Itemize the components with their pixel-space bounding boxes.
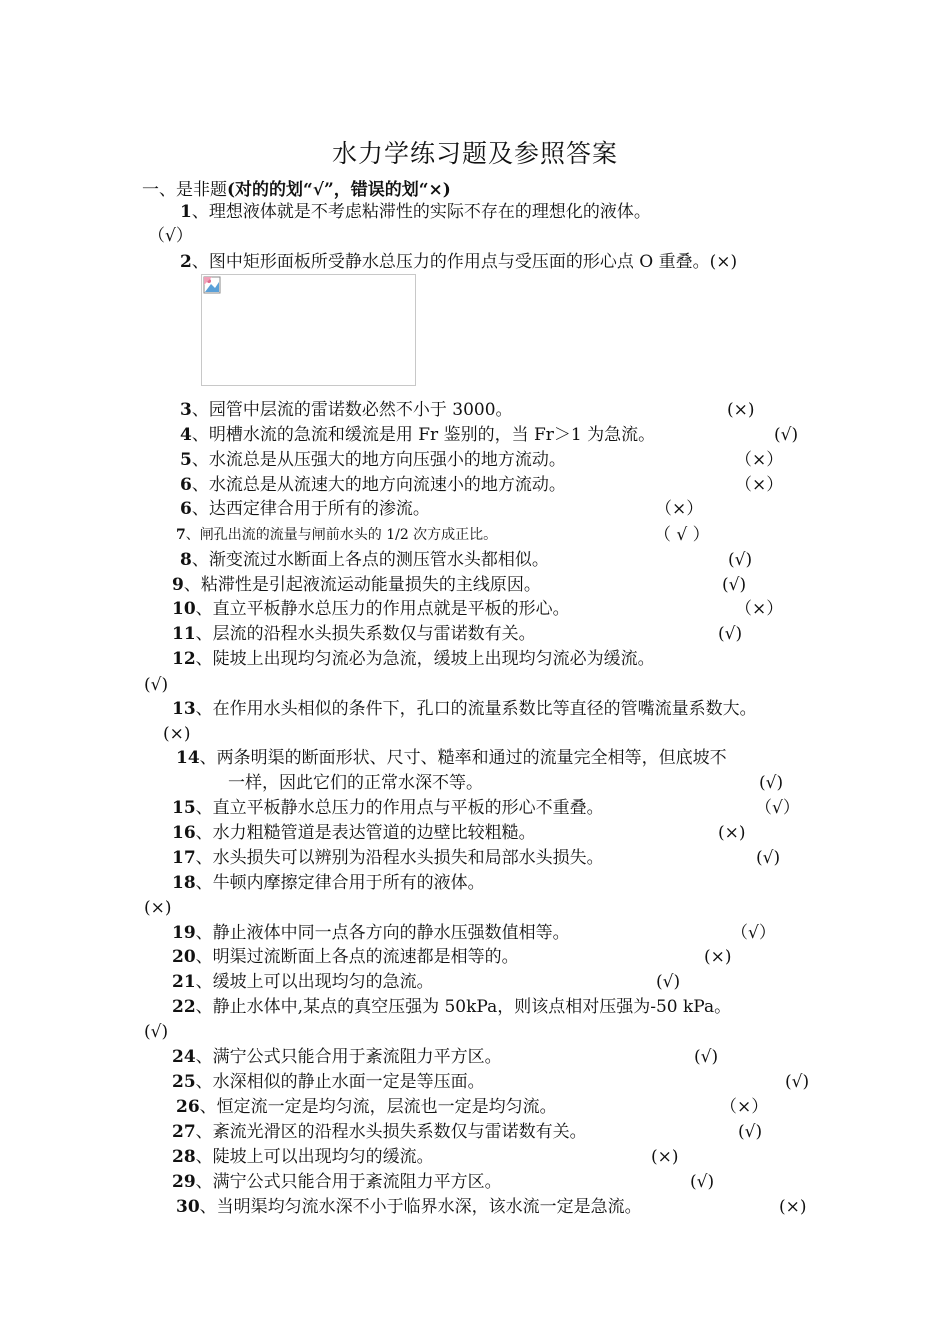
question-text: 、粘滞性是引起液流运动能量损失的主线原因。 — [183, 575, 541, 595]
answer-mark: (√) — [759, 773, 784, 793]
question-text: 、缓坡上可以出现均匀的急流。 — [195, 972, 434, 992]
answer-mark: (×) — [163, 724, 191, 744]
question-number: 15 — [172, 798, 196, 818]
question-text: 、水深相似的静止水面一定是等压面。 — [195, 1072, 485, 1092]
question-text: 、静止水体中,某点的真空压强为 50kPa，则该点相对压强为-50 kPa。 — [195, 997, 732, 1017]
question-item — [180, 449, 566, 471]
question-number: 16 — [172, 823, 196, 843]
question-number: 3 — [180, 400, 192, 420]
question-number: 28 — [172, 1147, 196, 1167]
question-text: 、陡坡上可以出现均匀的缓流。 — [195, 1147, 434, 1167]
question-text: 、恒定流一定是均匀流，层流也一定是均匀流。 — [199, 1097, 557, 1117]
question-text: 、水流总是从流速大的地方向流速小的地方流动。 — [191, 475, 566, 495]
answer-mark: （√） — [148, 226, 193, 246]
question-text: 、满宁公式只能合用于紊流阻力平方区。 — [195, 1047, 502, 1067]
answer-mark: （×） — [735, 599, 784, 619]
question-text: 、水头损失可以辨别为沿程水头损失和局部水头损失。 — [195, 848, 604, 868]
question-number: 7 — [176, 527, 186, 543]
answer-mark: (×) — [779, 1197, 807, 1217]
answer-mark: (√) — [728, 550, 753, 570]
question-number: 2 — [180, 252, 192, 272]
question-number: 24 — [172, 1047, 196, 1067]
question-item — [172, 574, 541, 596]
question-text: 、渐变流过水断面上各点的测压管水头都相似。 — [191, 550, 549, 570]
question-number: 4 — [180, 425, 192, 445]
question-number: 21 — [172, 972, 196, 992]
question-number: 5 — [180, 450, 192, 470]
question-text: 、理想液体就是不考虑粘滞性的实际不存在的理想化的液体。 — [191, 202, 651, 222]
question-item — [176, 1196, 642, 1218]
question-item — [172, 1121, 587, 1143]
question-text: 、满宁公式只能合用于紊流阻力平方区。 — [195, 1172, 502, 1192]
answer-mark: （√） — [755, 798, 800, 818]
question-item — [180, 424, 655, 446]
question-number: 10 — [172, 599, 196, 619]
answer-mark: (×) — [727, 400, 755, 420]
answer-mark: （ √ ） — [654, 525, 710, 545]
question-number: 6 — [180, 499, 192, 519]
question-text: 、层流的沿程水头损失系数仅与雷诺数有关。 — [195, 624, 536, 644]
question-number: 6 — [180, 475, 192, 495]
question-number: 30 — [176, 1197, 200, 1217]
question-item — [180, 399, 513, 421]
answer-mark: (√) — [756, 848, 781, 868]
question-number: 19 — [172, 923, 196, 943]
answer-mark: （×） — [735, 475, 784, 495]
question-text: 、达西定律合用于所有的渗流。 — [191, 499, 430, 519]
answer-mark: (√) — [144, 675, 169, 695]
answer-mark: (√) — [774, 425, 799, 445]
question-number: 13 — [172, 699, 196, 719]
question-item — [172, 822, 536, 844]
question-item — [172, 847, 604, 869]
question-item — [180, 201, 651, 223]
answer-mark: （×） — [720, 1097, 769, 1117]
question-number: 26 — [176, 1097, 200, 1117]
question-item — [172, 598, 570, 620]
question-number: 1 — [180, 202, 192, 222]
question-item — [172, 698, 757, 720]
section-prefix: 一、是非题 — [142, 180, 227, 200]
question-text: 、静止液体中同一点各方向的静水压强数值相等。 — [195, 923, 570, 943]
question-item — [180, 474, 566, 496]
question-item — [172, 1046, 502, 1068]
question-text: 、当明渠均匀流水深不小于临界水深，该水流一定是急流。 — [199, 1197, 642, 1217]
question-text: 、直立平板静水总压力的作用点与平板的形心不重叠。 — [195, 798, 604, 818]
answer-mark: (×) — [144, 898, 172, 918]
question-item — [172, 996, 731, 1018]
question-item — [172, 1171, 502, 1193]
broken-image-icon — [203, 276, 221, 294]
question-text: 、图中矩形面板所受静水总压力的作用点与受压面的形心点 O 重叠。(×) — [191, 252, 738, 272]
question-text: 、直立平板静水总压力的作用点就是平板的形心。 — [195, 599, 570, 619]
answer-mark: (√) — [718, 624, 743, 644]
question-number: 12 — [172, 649, 196, 669]
question-text: 、水力粗糙管道是表达管道的边壁比较粗糙。 — [195, 823, 536, 843]
question-item — [180, 549, 549, 571]
question-item — [172, 971, 434, 993]
answer-mark: (√) — [785, 1072, 810, 1092]
section-heading — [142, 175, 451, 200]
question-text: 、两条明渠的断面形状、尺寸、糙率和通过的流量完全相等，但底坡不 — [199, 748, 727, 768]
answer-mark: （×） — [655, 499, 704, 519]
answer-mark: (×) — [704, 947, 732, 967]
answer-mark: (√) — [144, 1022, 169, 1042]
section-instruction: (对的的划“√”，错误的划“×) — [227, 180, 451, 200]
answer-mark: (√) — [656, 972, 681, 992]
question-item — [172, 623, 536, 645]
question-text: 、明渠过流断面上各点的流速都是相等的。 — [195, 947, 519, 967]
question-text: 、陡坡上出现均匀流必为急流，缓坡上出现均匀流必为缓流。 — [195, 649, 655, 669]
question-item — [172, 922, 570, 944]
question-text: 、闸孔出流的流量与闸前水头的 1/2 次方成正比。 — [185, 527, 498, 543]
question-number: 8 — [180, 550, 192, 570]
question-number: 20 — [172, 947, 196, 967]
question-number: 27 — [172, 1122, 196, 1142]
answer-mark: (×) — [651, 1147, 679, 1167]
question-item — [172, 648, 655, 670]
question-number: 17 — [172, 848, 196, 868]
question-number: 25 — [172, 1072, 196, 1092]
question-item — [180, 251, 737, 273]
answer-mark: (√) — [690, 1172, 715, 1192]
question-item — [172, 946, 519, 968]
question-text: 、牛顿内摩擦定律合用于所有的液体。 — [195, 873, 485, 893]
question-item — [176, 747, 727, 769]
question-number: 14 — [176, 748, 200, 768]
answer-mark: (√) — [738, 1122, 763, 1142]
question-item — [172, 797, 604, 819]
question-item — [176, 1096, 557, 1118]
question-item — [172, 1146, 434, 1168]
question-number: 18 — [172, 873, 196, 893]
question-text: 、水流总是从压强大的地方向压强小的地方流动。 — [191, 450, 566, 470]
question-item — [176, 524, 497, 546]
question-number: 22 — [172, 997, 196, 1017]
question-text: 、紊流光滑区的沿程水头损失系数仅与雷诺数有关。 — [195, 1122, 587, 1142]
question-text: 、园管中层流的雷诺数必然不小于 3000。 — [191, 400, 513, 420]
question-number: 9 — [172, 575, 184, 595]
question-item — [180, 498, 430, 520]
question-number: 29 — [172, 1172, 196, 1192]
answer-mark: （√） — [731, 923, 776, 943]
question-item — [172, 872, 485, 894]
figure-placeholder — [201, 274, 416, 386]
question-text: 、明槽水流的急流和缓流是用 Fr 鉴别的，当 Fr＞1 为急流。 — [191, 425, 656, 445]
answer-mark: (√) — [694, 1047, 719, 1067]
question-number: 11 — [172, 624, 196, 644]
answer-mark: (√) — [722, 575, 747, 595]
page-title: 水力学练习题及参照答案 — [331, 139, 618, 168]
question-text: 、在作用水头相似的条件下，孔口的流量系数比等直径的管嘴流量系数大。 — [195, 699, 757, 719]
answer-mark: (×) — [718, 823, 746, 843]
question-text-continued: 一样，因此它们的正常水深不等。 — [228, 773, 483, 793]
question-item — [172, 1071, 485, 1093]
answer-mark: （×） — [735, 450, 784, 470]
